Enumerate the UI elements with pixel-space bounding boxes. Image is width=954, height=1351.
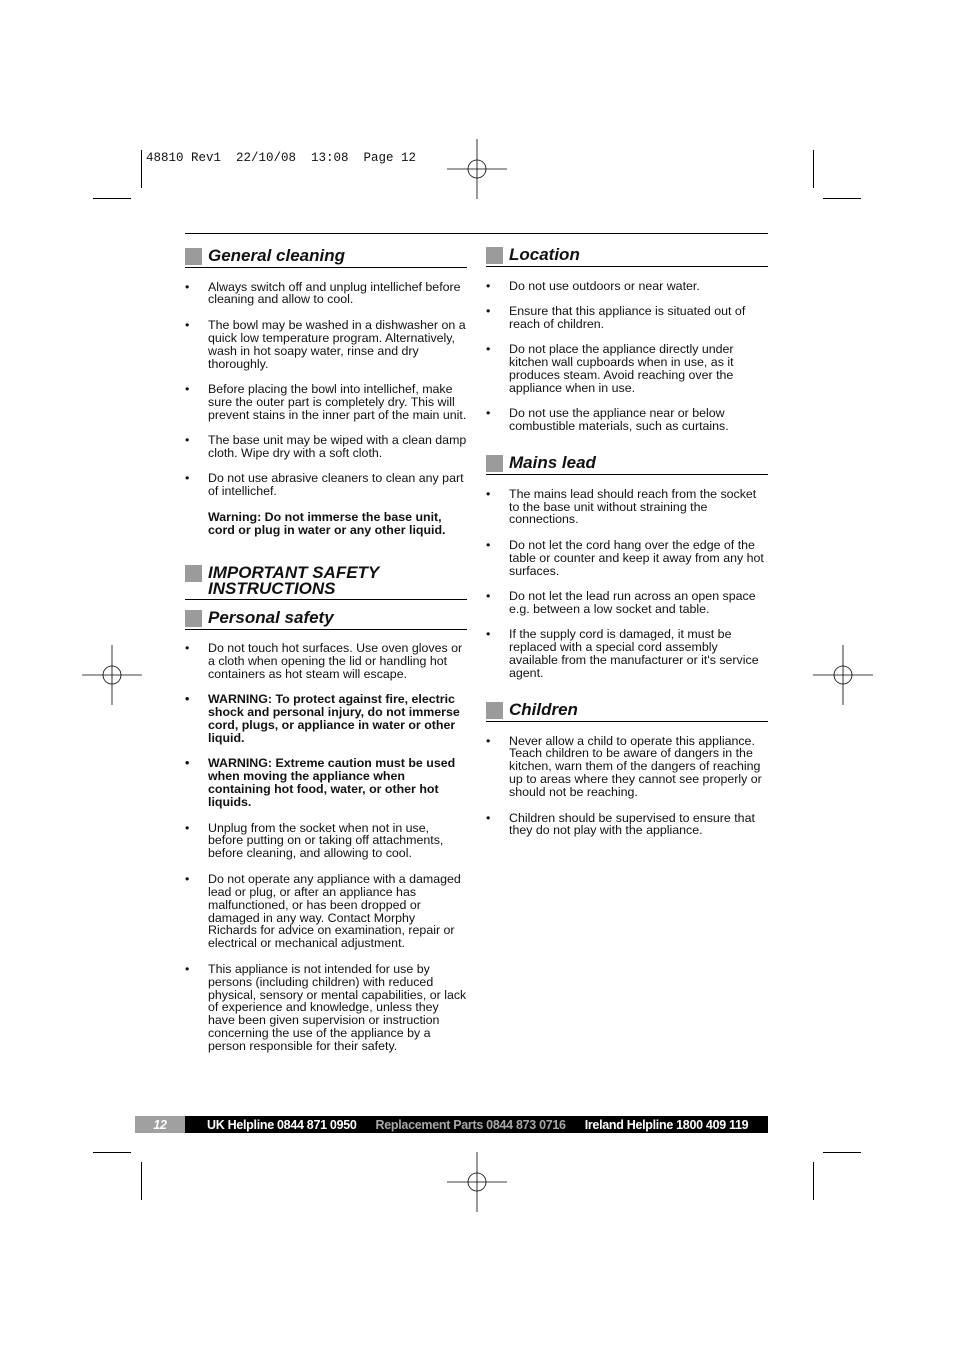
section-heading-personal-safety xyxy=(185,607,467,630)
general-cleaning-list xyxy=(185,281,467,499)
list-item: • WARNING: To protect against fire, electric shock and personal injury, do not immerse cord, plugs, or appliance in water or other liquid. xyxy=(185,693,467,745)
helpline-bar xyxy=(185,1116,768,1133)
personal-safety-list xyxy=(185,642,467,1053)
list-item: • The mains lead should reach from the socket to the base unit without straining the connections. xyxy=(486,488,768,527)
footer-bar xyxy=(135,1116,768,1133)
list-item: • The base unit may be wiped with a clean damp cloth. Wipe dry with a soft cloth. xyxy=(185,434,467,460)
crop-mark xyxy=(93,1152,131,1153)
list-item: • Do not let the cord hang over the edge of the table or counter and keep it away from any hot surfaces. xyxy=(486,539,768,578)
left-column xyxy=(185,233,467,1053)
section-title: IMPORTANT SAFETY INSTRUCTIONS xyxy=(208,562,379,598)
registration-mark-icon xyxy=(82,645,142,705)
crop-mark xyxy=(813,150,814,188)
list-item: • Do not place the appliance directly under kitchen wall cupboards when in use, as it produces steam. Avoid reaching over the appliance when in use. xyxy=(486,343,768,395)
list-item: • Ensure that this appliance is situated out of reach of children. xyxy=(486,305,768,331)
list-item: • Do not operate any appliance with a damaged lead or plug, or after an appliance has malfunctioned, or has been dropped or damaged in any way. Contact Morphy Richards for advice on examination, repair or electrical or mechanical adjustment. xyxy=(185,873,467,950)
section-heading-location xyxy=(486,247,768,267)
replacement-parts-line: Replacement Parts 0844 873 0716 xyxy=(375,1117,566,1132)
section-heading-children xyxy=(486,702,768,722)
list-item: • Do not touch hot surfaces. Use oven gloves or a cloth when opening the lid or handling hot containers as hot steam will escape. xyxy=(185,642,467,681)
list-item: • Do not let the lead run across an open space e.g. between a low socket and table. xyxy=(486,590,768,616)
heading-box-icon xyxy=(185,565,202,582)
registration-mark-icon xyxy=(447,139,507,199)
crop-mark xyxy=(93,198,131,199)
heading-box-icon xyxy=(185,610,202,627)
list-item: • Do not use the appliance near or below combustible materials, such as curtains. xyxy=(486,407,768,433)
section-title: Mains lead xyxy=(509,453,596,473)
section-heading-mains-lead xyxy=(486,455,768,475)
list-item: • Do not use outdoors or near water. xyxy=(486,280,768,293)
list-item: • Before placing the bowl into intellichef, make sure the outer part is completely dry. This will prevent stains in the inner part of the main unit. xyxy=(185,383,467,422)
crop-mark xyxy=(141,1162,142,1200)
list-item: • If the supply cord is damaged, it must be replaced with a special cord assembly available from the manufacturer or it's service agent. xyxy=(486,628,768,680)
children-list xyxy=(486,735,768,838)
list-item: • Never allow a child to operate this appliance. Teach children to be aware of dangers in the kitchen, warn them of the dangers of reaching up to areas where they cannot see properly or should not be reaching. xyxy=(486,735,768,800)
right-column xyxy=(486,233,768,837)
location-list xyxy=(486,280,768,434)
heading-box-icon xyxy=(486,702,503,719)
section-title: Children xyxy=(509,700,578,720)
list-item: • This appliance is not intended for use by persons (including children) with reduced physical, sensory or mental capabilities, or lack of experience and knowledge, unless they have been given supervision or instruction concerning the use of the appliance by a person responsible for their safety. xyxy=(185,963,467,1053)
heading-box-icon xyxy=(486,455,503,472)
section-title: Location xyxy=(509,245,580,264)
crop-mark xyxy=(813,1162,814,1200)
list-item: • Always switch off and unplug intellichef before cleaning and allow to cool. xyxy=(185,281,467,307)
uk-helpline: UK Helpline 0844 871 0950 xyxy=(207,1117,357,1132)
page-number: 12 xyxy=(135,1116,185,1133)
mains-lead-list xyxy=(486,488,768,680)
registration-mark-icon xyxy=(813,645,873,705)
registration-mark-icon xyxy=(447,1152,507,1212)
print-slug: 48810 Rev1 22/10/08 13:08 Page 12 xyxy=(146,151,417,165)
heading-box-icon xyxy=(185,248,202,265)
list-item: • WARNING: Extreme caution must be used when moving the appliance when containing hot food, water, or other hot liquids. xyxy=(185,757,467,809)
list-item: • The bowl may be washed in a dishwasher on a quick low temperature program. Alternatively, wash in hot soapy water, rinse and dry thoroughly. xyxy=(185,319,467,371)
section-title: Personal safety xyxy=(208,607,334,627)
crop-mark xyxy=(823,1152,861,1153)
heading-box-icon xyxy=(486,247,503,264)
list-item: • Children should be supervised to ensure that they do not play with the appliance. xyxy=(486,812,768,838)
cleaning-warning: Warning: Do not immerse the base unit, cord or plug in water or any other liquid. xyxy=(208,509,446,537)
crop-mark xyxy=(823,198,861,199)
ireland-helpline: Ireland Helpline 1800 409 119 xyxy=(584,1117,749,1132)
section-heading-general-cleaning xyxy=(185,248,467,268)
list-item: • Unplug from the socket when not in use, before putting on or taking off attachments, before cleaning, and allowing to cool. xyxy=(185,822,467,861)
crop-mark xyxy=(141,150,142,188)
list-item: • Do not use abrasive cleaners to clean any part of intellichef. xyxy=(185,472,467,498)
section-heading-important-safety xyxy=(185,562,467,600)
section-title: General cleaning xyxy=(208,246,345,265)
